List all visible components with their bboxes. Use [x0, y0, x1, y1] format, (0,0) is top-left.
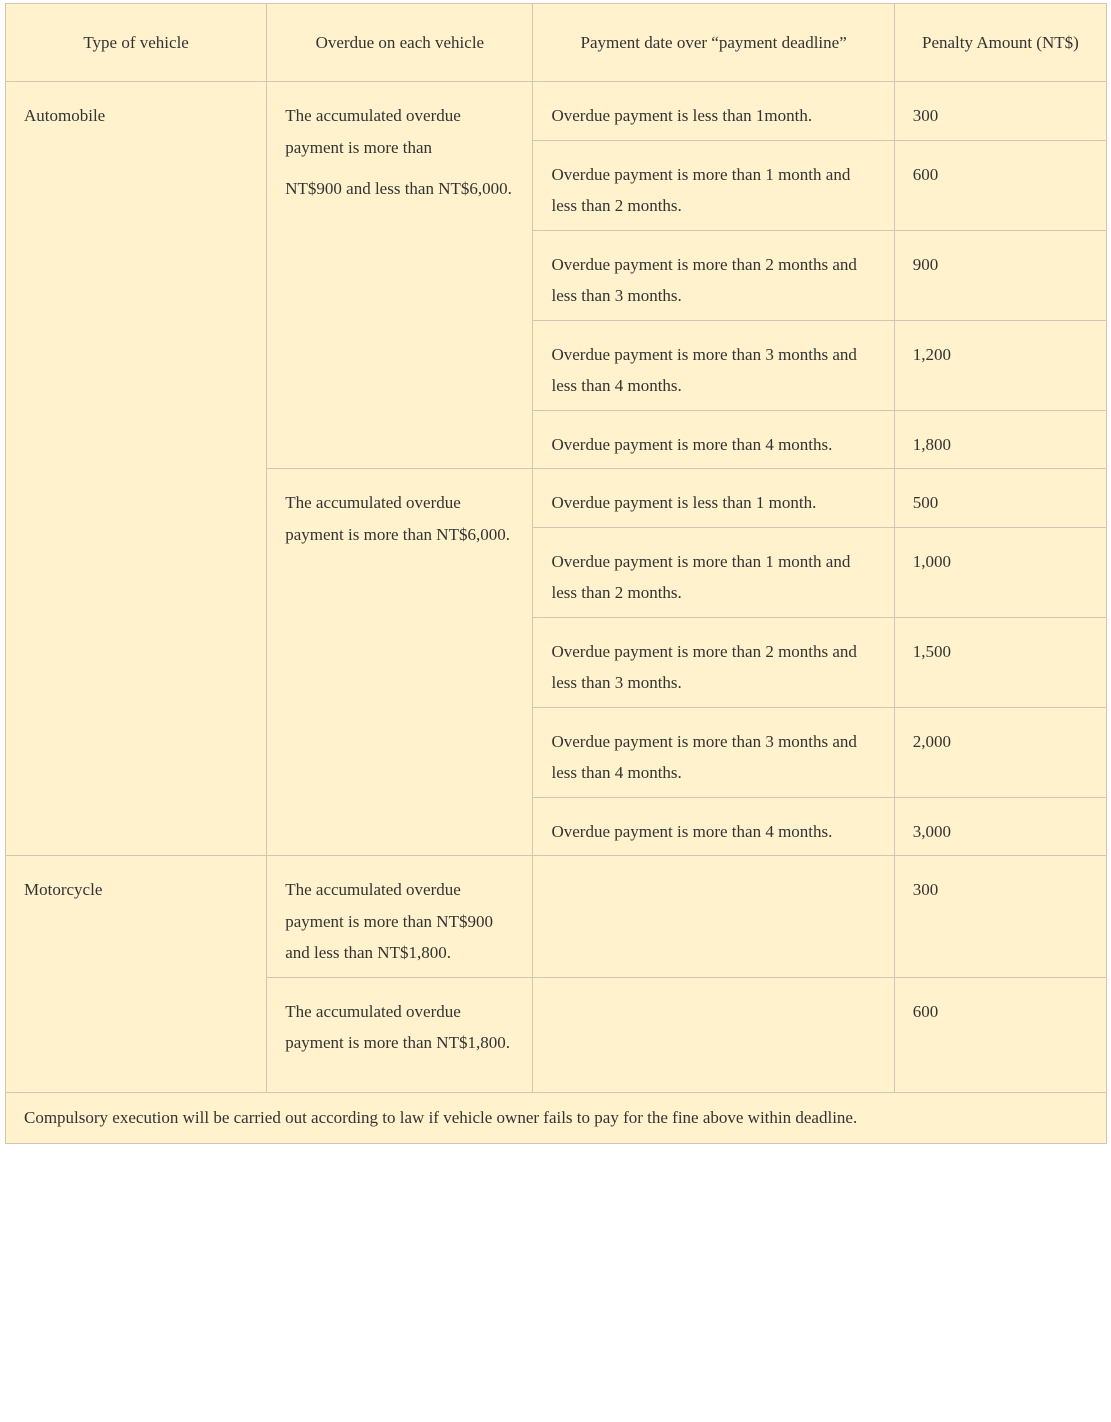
period-cell: Overdue payment is less than 1 month. — [533, 469, 894, 528]
period-cell: Overdue payment is more than 3 months and less than 4 months. — [533, 320, 894, 410]
note-row — [6, 1092, 1107, 1143]
amount-cell: 1,500 — [894, 617, 1106, 707]
period-cell: Overdue payment is more than 4 months. — [533, 410, 894, 469]
overdue-cell: The accumulated overdue payment is more than NT$900 and less than NT$1,800. — [267, 856, 533, 978]
period-cell: Overdue payment is more than 2 months and less than 3 months. — [533, 617, 894, 707]
table-row — [6, 82, 1107, 141]
period-cell: Overdue payment is more than 2 months and less than 3 months. — [533, 230, 894, 320]
amount-cell: 500 — [894, 469, 1106, 528]
header-row — [6, 4, 1107, 82]
period-cell: Overdue payment is more than 1 month and less than 2 months. — [533, 527, 894, 617]
vehicle-type-automobile: Automobile — [6, 82, 267, 856]
overdue-text: The accumulated overdue payment is more than — [285, 106, 461, 157]
header-type: Type of vehicle — [6, 4, 267, 82]
amount-cell: 3,000 — [894, 797, 1106, 856]
period-cell: Overdue payment is more than 3 months and less than 4 months. — [533, 707, 894, 797]
amount-cell: 2,000 — [894, 707, 1106, 797]
period-cell: Overdue payment is more than 4 months. — [533, 797, 894, 856]
amount-cell: 600 — [894, 140, 1106, 230]
vehicle-type-motorcycle: Motorcycle — [6, 856, 267, 1093]
overdue-cell — [267, 82, 533, 469]
penalty-table — [5, 3, 1107, 1144]
period-cell — [533, 856, 894, 978]
amount-cell: 300 — [894, 856, 1106, 978]
header-payment-date: Payment date over “payment deadline” — [533, 4, 894, 82]
amount-cell: 300 — [894, 82, 1106, 141]
amount-cell: 1,200 — [894, 320, 1106, 410]
amount-cell: 1,000 — [894, 527, 1106, 617]
period-cell: Overdue payment is more than 1 month and less than 2 months. — [533, 140, 894, 230]
amount-cell: 600 — [894, 977, 1106, 1092]
overdue-text: NT$900 and less than NT$6,000. — [285, 179, 512, 198]
period-cell: Overdue payment is less than 1month. — [533, 82, 894, 141]
table-row — [6, 856, 1107, 978]
amount-cell: 900 — [894, 230, 1106, 320]
overdue-cell: The accumulated overdue payment is more than NT$6,000. — [267, 469, 533, 856]
footnote: Compulsory execution will be carried out according to law if vehicle owner fails to pay for the fine above within deadline. — [6, 1092, 1107, 1143]
header-amount: Penalty Amount (NT$) — [894, 4, 1106, 82]
period-cell — [533, 977, 894, 1092]
amount-cell: 1,800 — [894, 410, 1106, 469]
overdue-cell: The accumulated overdue payment is more than NT$1,800. — [267, 977, 533, 1092]
header-overdue: Overdue on each vehicle — [267, 4, 533, 82]
